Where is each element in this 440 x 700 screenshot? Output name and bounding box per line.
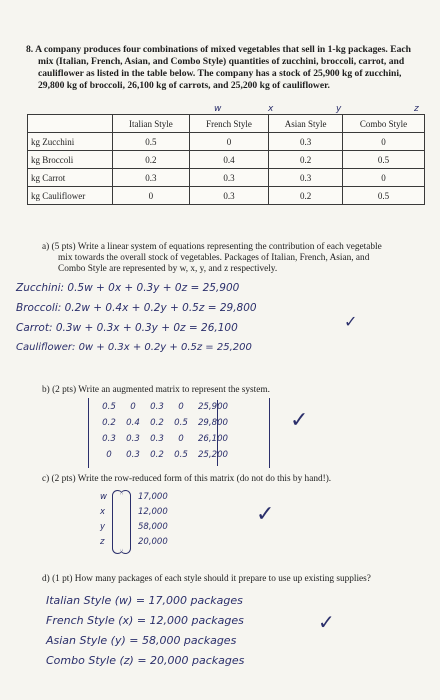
table-cell: 0.5 [113,133,190,151]
check-mark-icon: ✓ [290,408,309,433]
check-mark-icon: ✓ [256,502,275,527]
matrix-cell: 0 [130,402,136,412]
right-bracket [120,490,131,554]
table-cell: 0.5 [343,151,425,169]
mark-z: z [414,104,419,114]
rref-value: 20,000 [138,537,168,547]
rref-var: x [100,507,106,517]
matrix-row [97,450,233,460]
table-cell: 0.2 [269,187,343,205]
rref-variables [100,490,107,550]
table-row [28,187,425,205]
table-cell: 0.4 [189,151,269,169]
matrix-cell: 0.5 [174,418,188,428]
table-cell: 0.3 [269,133,343,151]
matrix-row [97,402,233,412]
matrix-cell: 29,800 [197,418,229,428]
equation-carrot: Carrot: 0.3w + 0.3x + 0.3y + 0z = 26,100 [16,322,238,334]
question-line-4: 29,800 kg of broccoli, 26,100 kg of carrots, and 25,200 kg of cauliflower. [38,80,330,91]
part-a-line-1: a) (5 pts) Write a linear system of equations representing the contribution of each vegetable [42,242,382,252]
table-header-cell: French Style [189,115,269,133]
matrix-cell: 0.5 [174,450,188,460]
table-cell: 0.3 [269,169,343,187]
answer-italian: Italian Style (w) = 17,000 packages [46,594,243,607]
matrix-cell: 0.2 [150,450,164,460]
question-line-1: 8. A company produces four combinations of mixed vegetables that sell in 1-kg packages. Each [26,44,412,55]
table-header-row [28,115,425,133]
table-cell: 0 [189,133,269,151]
equation-zucchini: Zucchini: 0.5w + 0x + 0.3y + 0z = 25,900 [16,282,240,294]
table-row [28,133,425,151]
answer-asian: Asian Style (y) = 58,000 packages [46,634,237,647]
rref-var: y [100,522,106,532]
matrix-cell: 0 [106,450,112,460]
check-mark-icon: ✓ [344,312,358,331]
table-header-cell: Asian Style [269,115,343,133]
part-a-line-2: mix towards the overall stock of vegetables. Packages of Italian, French, Asian, and [58,253,370,263]
table-cell: 0 [113,187,190,205]
table-cell: kg Zucchini [28,133,113,151]
augment-divider [217,400,218,466]
part-c-text: c) (2 pts) Write the row-reduced form of this matrix (do not do this by hand!). [42,474,332,484]
table-cell: kg Cauliflower [28,187,113,205]
mark-x: x [268,104,274,114]
part-d-text: d) (1 pt) How many packages of each style should it prepare to use up existing supplies? [42,574,371,584]
table-cell: 0.3 [189,169,269,187]
table-header-cell: Combo Style [343,115,425,133]
matrix-cell: 0 [178,434,184,444]
part-a-line-3: Combo Style are represented by w, x, y, and z respectively. [58,264,278,274]
question-line-2: mix (Italian, French, Asian, and Combo Style) quantities of zucchini, broccoli, carrot, and [38,56,405,67]
rref-value: 58,000 [138,522,168,532]
matrix-cell: 26,100 [197,434,229,444]
augmented-matrix [88,398,270,468]
table-row [28,169,425,187]
matrix-cell: 0 [178,402,184,412]
table-cell: kg Broccoli [28,151,113,169]
table-header-cell: Italian Style [113,115,190,133]
matrix-cell: 0.3 [126,450,140,460]
matrix-cell: 0.3 [150,434,164,444]
row-reduced-result [96,490,176,552]
table-cell: 0.2 [269,151,343,169]
answer-french: French Style (x) = 12,000 packages [46,614,244,627]
mark-w: w [214,104,222,114]
matrix-cell: 0.3 [102,434,116,444]
equation-broccoli: Broccoli: 0.2w + 0.4x + 0.2y + 0.5z = 29,800 [16,302,257,314]
matrix-cell: 0.2 [102,418,116,428]
answer-combo: Combo Style (z) = 20,000 packages [46,654,245,667]
vegetable-table [27,114,425,205]
matrix-cell: 0.4 [126,418,140,428]
matrix-cell: 25,900 [197,402,229,412]
table-cell: 0.2 [113,151,190,169]
matrix-cell: 0.3 [150,402,164,412]
matrix-cell: 0.3 [126,434,140,444]
rref-value: 17,000 [138,492,168,502]
table-cell: 0.3 [113,169,190,187]
table-header-cell [28,115,113,133]
rref-values [138,490,168,550]
matrix-cell: 25,200 [197,450,229,460]
rref-var: w [100,492,107,502]
table-cell: 0.5 [343,187,425,205]
table-cell: 0 [343,169,425,187]
matrix-row [97,434,233,444]
matrix-cell: 0.5 [102,402,116,412]
mark-y: y [336,104,342,114]
matrix-cell: 0.2 [150,418,164,428]
rref-var: z [100,537,105,547]
table-cell: kg Carrot [28,169,113,187]
question-line-3: cauliflower as listed in the table below. The company has a stock of 25,900 kg of zucchini, [38,68,402,79]
matrix-row [97,418,233,428]
check-mark-icon: ✓ [318,610,335,634]
table-cell: 0 [343,133,425,151]
table-row [28,151,425,169]
equation-cauliflower: Cauliflower: 0w + 0.3x + 0.2y + 0.5z = 25,200 [16,342,252,353]
part-b-text: b) (2 pts) Write an augmented matrix to represent the system. [42,385,270,395]
table-cell: 0.3 [189,187,269,205]
rref-value: 12,000 [138,507,168,517]
